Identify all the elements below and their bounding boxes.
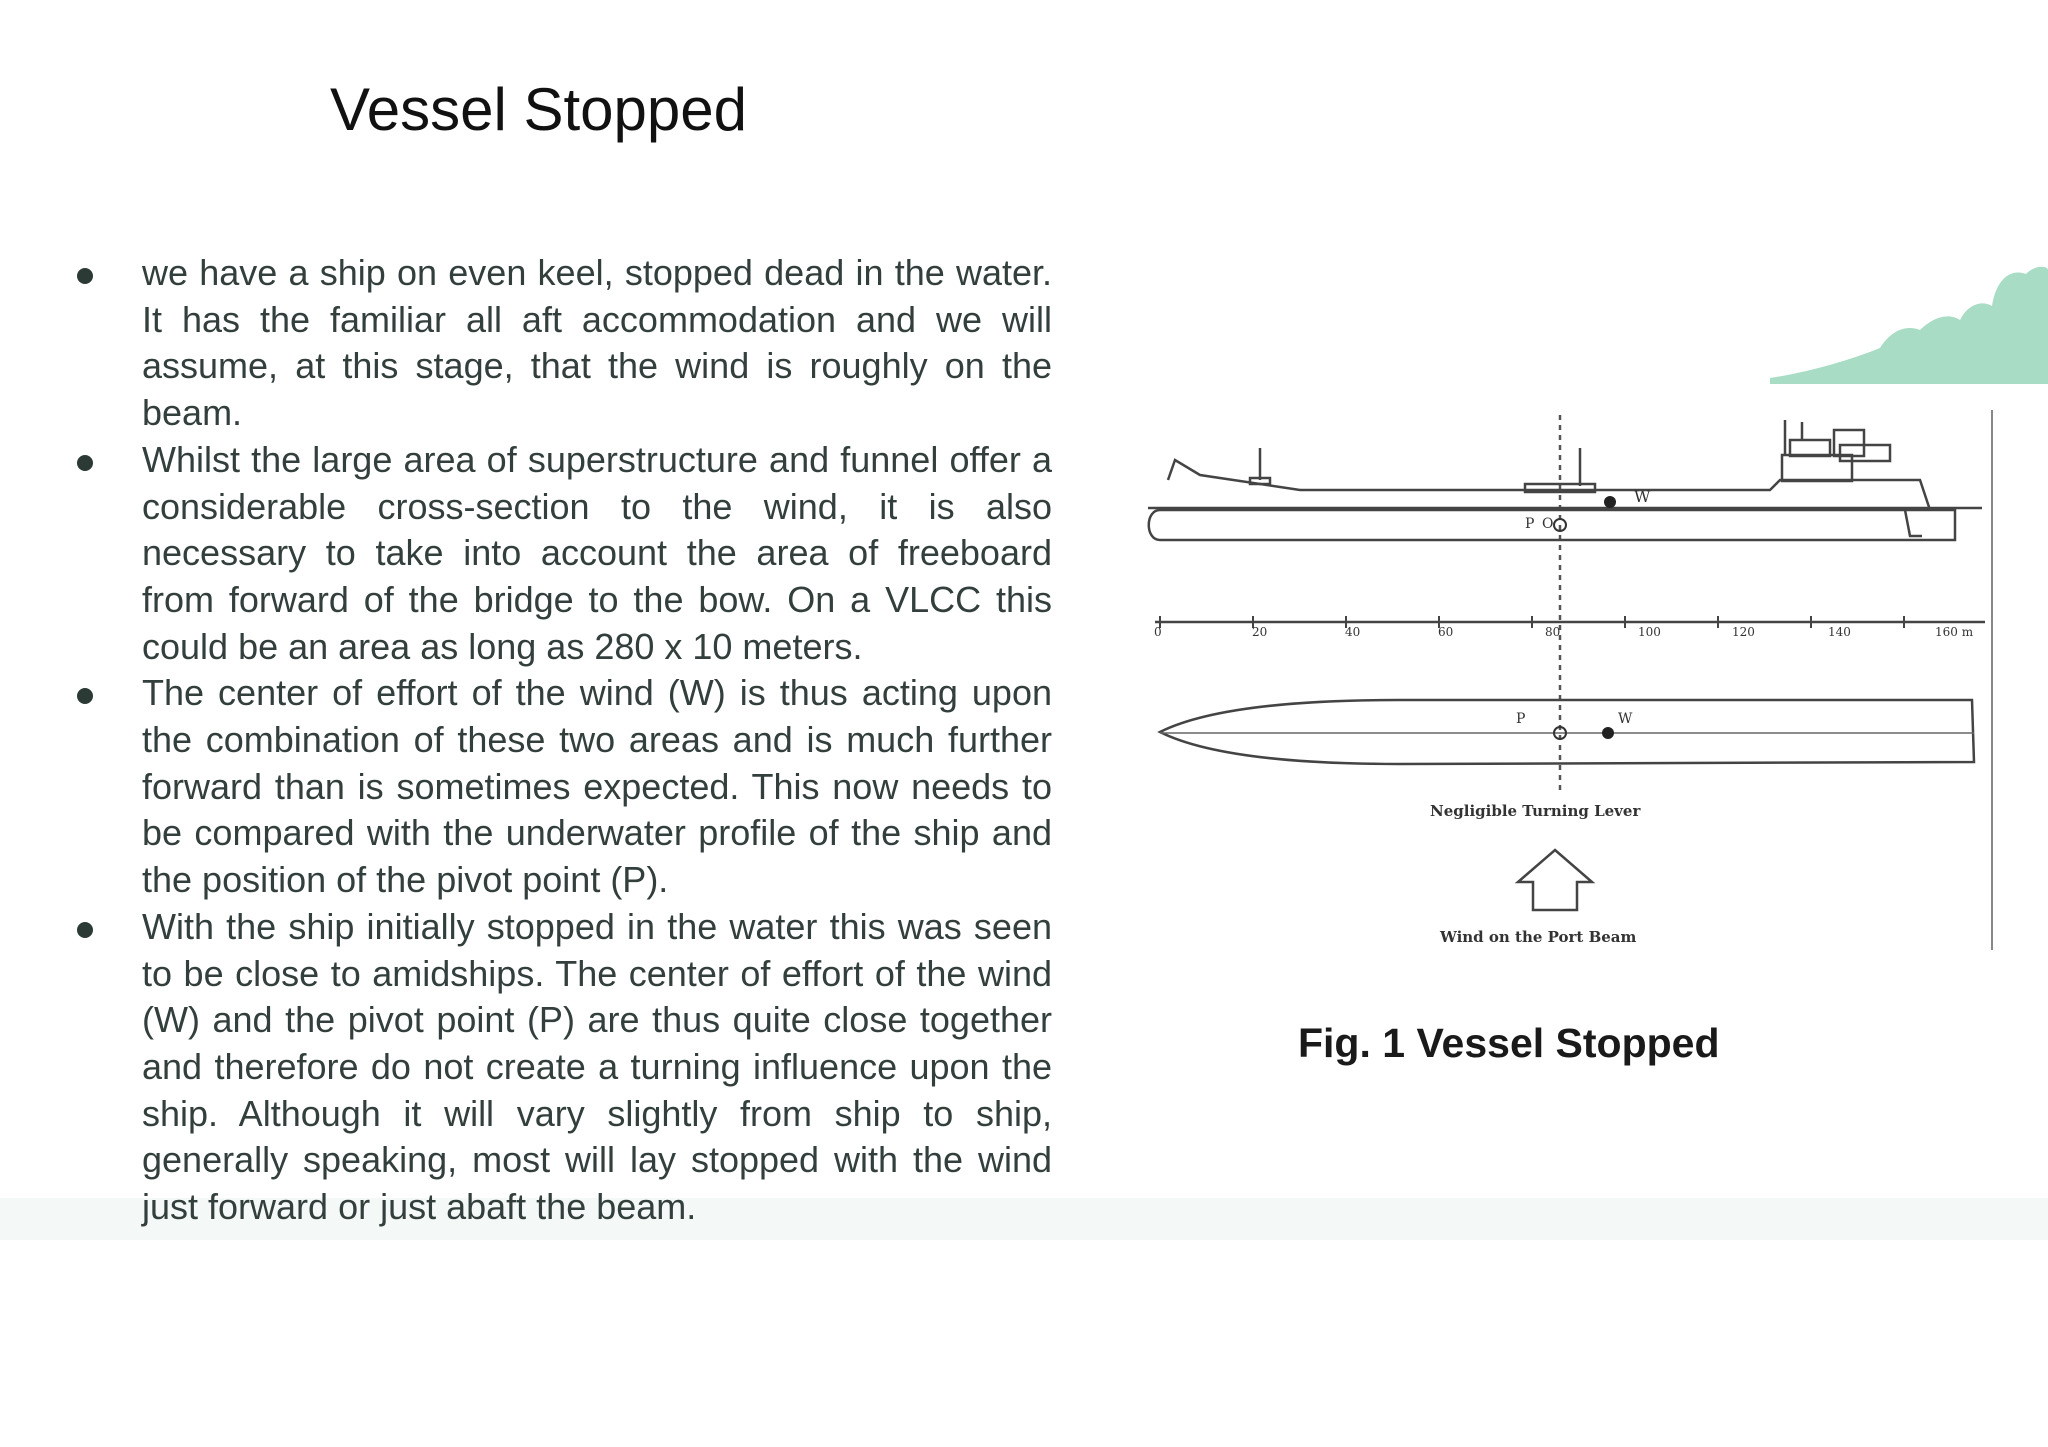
- scale-label: 40: [1345, 625, 1361, 639]
- bullet-text: With the ship initially stopped in the water this was seen to be close to amidships. The center of effort of the wind (W) and the pivot point (P) are thus quite close together and therefore do not create a turning influence upon the ship. Although it will vary slightly from ship to ship, generally speaking, most will lay stopped with the wind just forward or just abaft the beam.: [142, 905, 1052, 1228]
- ship-diagram: [1140, 400, 2000, 970]
- bullet-item: [72, 437, 1052, 671]
- label-w-top: W: [1634, 487, 1651, 506]
- scale-label: 60: [1438, 625, 1454, 639]
- bullet-text: Whilst the large area of superstructure and funnel offer a considerable cross-section to the wind, it is also necessary to take into account the area of freeboard from forward of the bridge to the bow. On a VLCC this could be an area as long as 280 x 10 meters.: [142, 438, 1052, 667]
- bullet-item: [72, 670, 1052, 904]
- wind-label: Wind on the Port Beam: [1440, 928, 1637, 946]
- label-o-top: O: [1542, 516, 1554, 532]
- scale-label: 100: [1638, 625, 1661, 639]
- scale-label: 0: [1154, 625, 1162, 639]
- bullet-text: we have a ship on even keel, stopped dead in the water. It has the familiar all aft accommodation and we will assume, at this stage, that the wind is roughly on the beam.: [142, 252, 1052, 434]
- bullet-dot: [77, 268, 93, 284]
- scale-label: 160 m: [1935, 625, 1974, 639]
- label-p-plan: P: [1516, 711, 1526, 727]
- label-w-plan: W: [1618, 711, 1633, 727]
- slide-title: Vessel Stopped: [330, 76, 747, 143]
- scale-label: 120: [1732, 625, 1755, 639]
- bullet-text: The center of effort of the wind (W) is thus acting upon the combination of these two areas and is much further forward than is sometimes expected. This now needs to be compared with the underwater profile of the ship and the position of the pivot point (P).: [142, 672, 1052, 901]
- bullet-dot: [77, 922, 93, 938]
- ship-plan-view: [1160, 700, 1974, 764]
- label-p-top: P: [1525, 516, 1535, 532]
- bullet-item: [72, 904, 1052, 1231]
- turning-lever-label: Negligible Turning Lever: [1430, 802, 1641, 820]
- bullet-dot: [77, 455, 93, 471]
- scale-label: 80: [1545, 625, 1561, 639]
- scale-label: 20: [1252, 625, 1268, 639]
- bullet-item: [72, 250, 1052, 437]
- figure-caption: Fig. 1 Vessel Stopped: [1298, 1020, 1720, 1066]
- bullet-list: [72, 250, 1052, 1231]
- wind-arrow-icon: [1518, 850, 1592, 910]
- cloud-decoration: [1770, 260, 2048, 390]
- scale-label: 140: [1828, 625, 1851, 639]
- bullet-dot: [77, 688, 93, 704]
